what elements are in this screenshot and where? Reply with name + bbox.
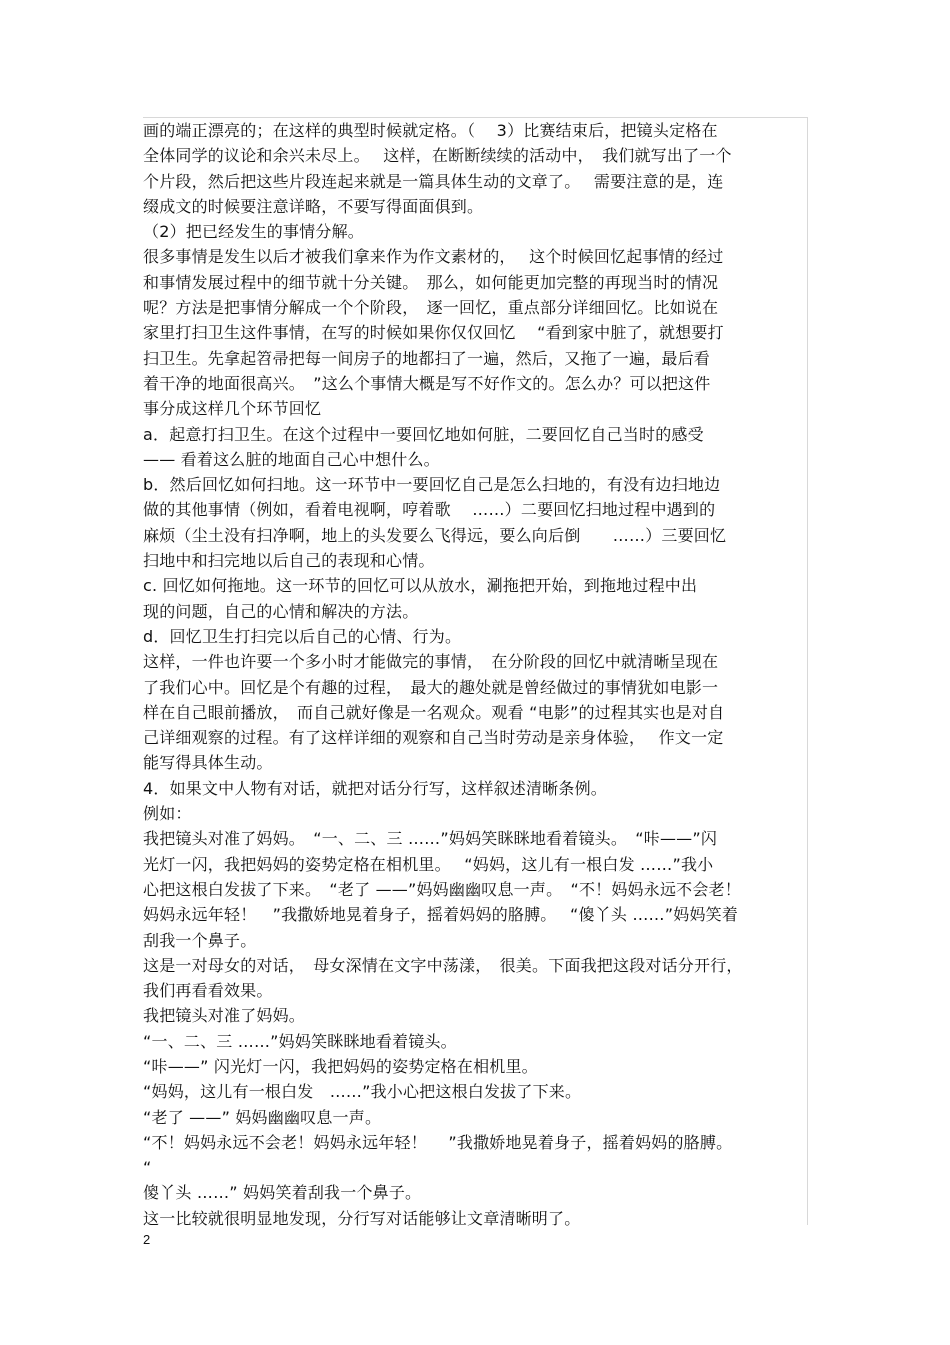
text-line: 能写得具体生动。 <box>143 753 273 773</box>
text-line: “ <box>143 1158 152 1178</box>
text-line: 我把镜头对准了妈妈。 <box>143 1006 306 1026</box>
document-body <box>143 118 807 1231</box>
text-line: 心把这根白发拔了下来。 “老了 ——”妈妈幽幽叹息一声。 “不！妈妈永远不会老！ <box>143 879 741 899</box>
text-line: （2）把已经发生的事情分解。 <box>143 222 364 242</box>
text-line: 妈妈永远年轻！ ”我撒娇地晃着身子，摇着妈妈的胳膊。 “傻丫头 ……”妈妈笑着 <box>143 905 739 925</box>
text-line: 扫卫生。先拿起笤帚把每一间房子的地都扫了一遍，然后，又拖了一遍，最后看 <box>143 348 711 368</box>
text-line: 这是一对母女的对话， 母女深情在文字中荡漾， 很美。下面我把这段对话分开行， <box>143 955 743 975</box>
page-frame-right-border <box>807 117 808 1225</box>
text-line: d．回忆卫生打扫完以后自己的心情、行为。 <box>143 626 462 646</box>
text-line: 扫地中和扫完地以后自己的表现和心情。 <box>143 551 435 571</box>
text-line: —— 看着这么脏的地面自己心中想什么。 <box>143 449 440 469</box>
text-line: 呢？方法是把事情分解成一个个阶段， 逐一回忆，重点部分详细回忆。比如说在 <box>143 298 719 318</box>
text-line: 着干净的地面很高兴。 ”这么个事情大概是写不好作文的。怎么办？可以把这件 <box>143 373 711 393</box>
text-line: 现的问题，自己的心情和解决的方法。 <box>143 601 419 621</box>
text-line: 缀成文的时候要注意详略，不要写得面面俱到。 <box>143 196 484 216</box>
page-number: 2 <box>143 1232 151 1247</box>
text-line: 和事情发展过程中的细节就十分关键。 那么，如何能更加完整的再现当时的情况 <box>143 272 719 292</box>
text-line: 我把镜头对准了妈妈。 “一、二、三 ……”妈妈笑眯眯地看着镜头。 “咔——”闪 <box>143 829 718 849</box>
text-line: c. 回忆如何拖地。这一环节的回忆可以从放水，涮拖把开始，到拖地过程中出 <box>143 576 698 596</box>
text-line: 4．如果文中人物有对话，就把对话分行写，这样叙述清晰条例。 <box>143 778 607 798</box>
text-line: b．然后回忆如何扫地。这一环节中一要回忆自己是怎么扫地的，有没有边扫地边 <box>143 475 721 495</box>
text-line: “不！妈妈永远不会老！妈妈永远年轻！ ”我撒娇地晃着身子，摇着妈妈的胳膊。 <box>143 1132 733 1152</box>
text-line: 家里打扫卫生这件事情，在写的时候如果你仅仅回忆 “看到家中脏了，就想要打 <box>143 323 724 343</box>
text-line: 刮我一个鼻子。 <box>143 930 257 950</box>
text-line: 很多事情是发生以后才被我们拿来作为作文素材的， 这个时候回忆起事情的经过 <box>143 247 724 267</box>
text-line: 样在自己眼前播放， 而自己就好像是一名观众。观看 “电影”的过程其实也是对自 <box>143 702 725 722</box>
text-line: “一、二、三 ……”妈妈笑眯眯地看着镜头。 <box>143 1031 457 1051</box>
text-line: 傻丫头 ……” 妈妈笑着刮我一个鼻子。 <box>143 1183 422 1203</box>
text-line: 麻烦（尘土没有扫净啊，地上的头发要么飞得远，要么向后倒 ……）三要回忆 <box>143 525 727 545</box>
text-line: 画的端正漂亮的；在这样的典型时候就定格。（ 3）比赛结束后，把镜头定格在 <box>143 121 718 140</box>
text-line: “咔——” 闪光灯一闪，我把妈妈的姿势定格在相机里。 <box>143 1056 538 1076</box>
text-line: 例如： <box>143 804 192 824</box>
text-line: 个片段，然后把这些片段连起来就是一篇具体生动的文章了。 需要注意的是，连 <box>143 171 724 191</box>
text-line: 这一比较就很明显地发现，分行写对话能够让文章清晰明了。 <box>143 1208 581 1228</box>
text-line: 这样，一件也许要一个多小时才能做完的事情， 在分阶段的回忆中就清晰呈现在 <box>143 652 719 672</box>
text-line: a．起意打扫卫生。在这个过程中一要回忆地如何脏，二要回忆自己当时的感受 <box>143 424 704 444</box>
text-line: 全体同学的议论和余兴未尽上。 这样，在断断续续的活动中， 我们就写出了一个 <box>143 146 732 166</box>
text-line: 做的其他事情（例如，看着电视啊，哼着歌 ……）二要回忆扫地过程中遇到的 <box>143 500 716 520</box>
text-line: “老了 ——” 妈妈幽幽叹息一声。 <box>143 1107 382 1127</box>
text-line: 我们再看看效果。 <box>143 981 273 1001</box>
text-line: “妈妈，这儿有一根白发 ……”我小心把这根白发拔了下来。 <box>143 1082 582 1102</box>
text-line: 己详细观察的过程。有了这样详细的观察和自己当时劳动是亲身体验， 作文一定 <box>143 728 724 748</box>
text-line: 事分成这样几个环节回忆 <box>143 399 322 419</box>
text-line: 光灯一闪，我把妈妈的姿势定格在相机里。 “妈妈，这儿有一根白发 ……”我小 <box>143 854 714 874</box>
text-line: 了我们心中。回忆是个有趣的过程， 最大的趣处就是曾经做过的事情犹如电影一 <box>143 677 719 697</box>
